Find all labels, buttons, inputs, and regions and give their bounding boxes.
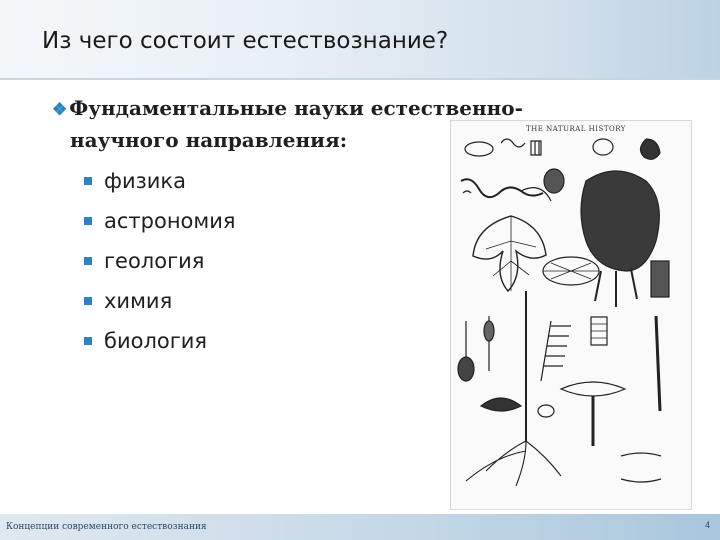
lead-line-1: Фундаментальные науки естественно- [69, 96, 523, 120]
square-bullet-icon [84, 257, 92, 265]
list-item: геология [84, 246, 236, 286]
science-list [84, 166, 236, 366]
natural-history-illustration [450, 120, 692, 510]
diamond-bullet-icon: ❖ [52, 100, 68, 120]
footer-text: Концепции современного естествознания [6, 522, 207, 532]
square-bullet-icon [84, 177, 92, 185]
list-item: физика [84, 166, 236, 206]
square-bullet-icon [84, 297, 92, 305]
slide-title: Из чего состоит естествознание? [42, 28, 449, 54]
plate-caption: THE NATURAL HISTORY [526, 125, 626, 133]
lead-line-2: научного направления: [70, 128, 348, 152]
page-number: 4 [705, 520, 711, 530]
list-item: химия [84, 286, 236, 326]
natural-history-drawing [451, 121, 691, 509]
square-bullet-icon [84, 337, 92, 345]
square-bullet-icon [84, 217, 92, 225]
list-item: биология [84, 326, 236, 366]
list-item: астрономия [84, 206, 236, 246]
